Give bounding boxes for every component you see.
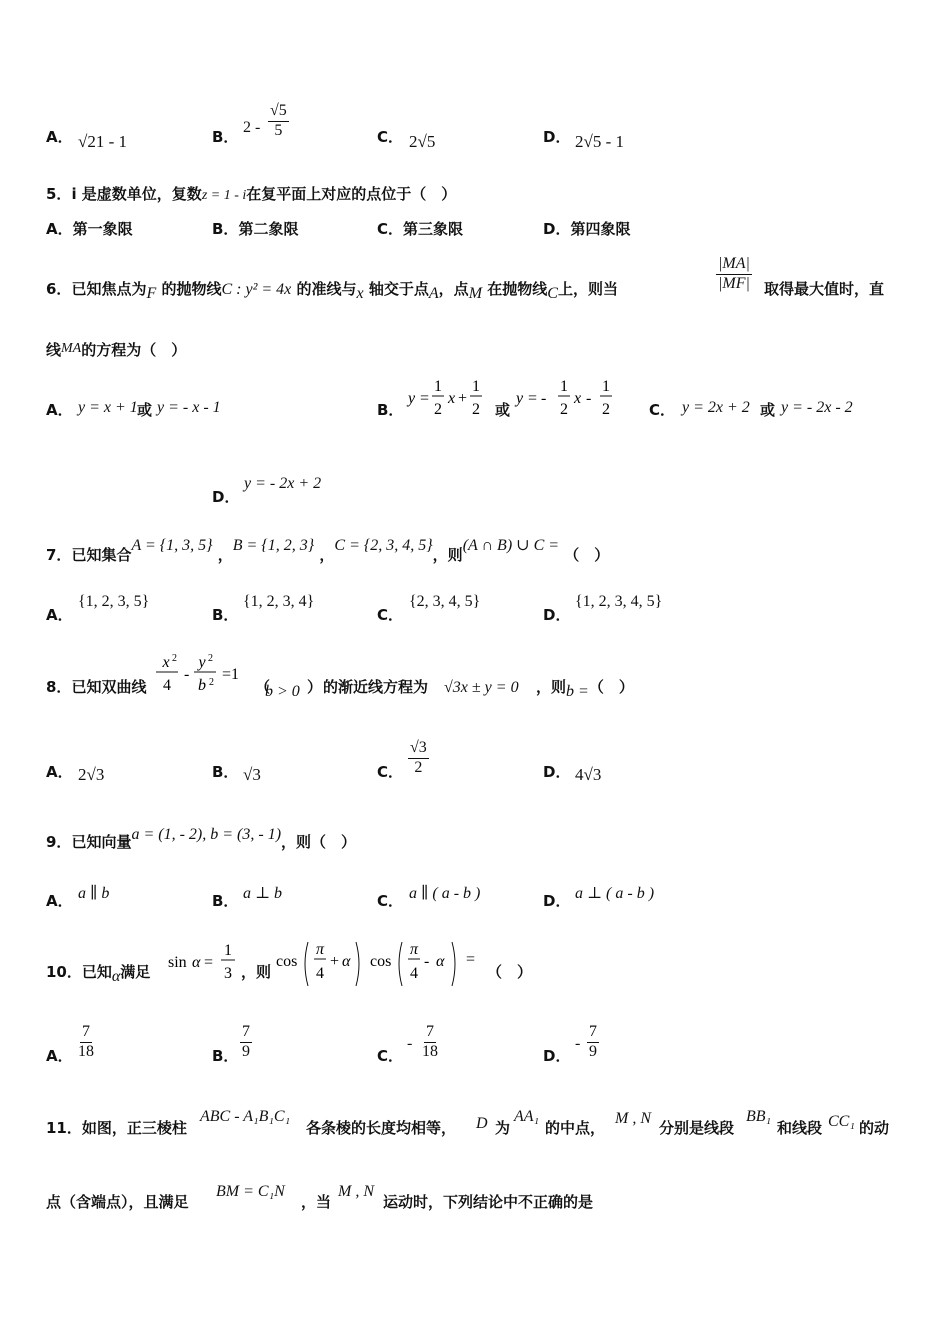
svg-text:sin: sin — [168, 954, 187, 971]
question-stem — [46, 280, 618, 302]
option-value: √21 - 1 — [78, 132, 127, 151]
paren: ） — [307, 678, 323, 696]
stem-text: 取得最大值时，直 — [764, 280, 885, 298]
stem-text: 已知双曲线 — [71, 678, 147, 696]
option-value: a ∥ b — [78, 885, 110, 902]
svg-text:x: x — [162, 654, 170, 671]
stem-text: ，点 — [438, 280, 469, 298]
option-value: {1, 2, 3, 4} — [243, 593, 315, 610]
fraction-numerator: 7 — [424, 1024, 436, 1043]
option-label: D． — [543, 128, 571, 146]
option-value: {1, 2, 3, 5} — [78, 593, 150, 610]
stem-text: 的动 — [859, 1119, 890, 1137]
stem-math: AA₁ — [514, 1108, 540, 1125]
option-label: B． — [212, 1047, 239, 1065]
fraction-denominator: 18 — [422, 1042, 438, 1060]
option-or: 或 — [495, 401, 511, 419]
option-value: 2√3 — [78, 765, 105, 784]
stem-text: 和线段 — [777, 1119, 823, 1137]
svg-text:α: α — [192, 954, 201, 971]
stem-text: 线 — [46, 341, 62, 359]
stem-text: ，则（ ） — [281, 833, 357, 851]
stem-math: BB₁ — [746, 1108, 772, 1125]
stem-math: MA — [61, 341, 82, 356]
fraction-denominator: 9 — [589, 1042, 597, 1060]
fraction-denominator: 2 — [414, 758, 423, 776]
option-fraction — [76, 1024, 96, 1061]
option-label: A． — [46, 763, 73, 781]
option-label: D． — [543, 763, 571, 781]
question-number: 8． — [46, 678, 72, 696]
question-number: 9． — [46, 833, 72, 851]
fraction-denominator: 9 — [242, 1042, 250, 1060]
option-label: C． — [377, 763, 404, 781]
stem-text: 的中点， — [545, 1119, 606, 1137]
fraction-denominator: 18 — [78, 1042, 94, 1060]
option-text: 第二象限 — [238, 220, 299, 238]
ratio-fraction — [716, 256, 752, 293]
question-stem-start — [46, 1121, 187, 1136]
option-label: A． — [46, 1047, 73, 1065]
stem-text: i 是虚数单位，复数 — [71, 185, 202, 203]
hyperbola-equation — [154, 652, 252, 698]
stem-math: z = 1 - i — [201, 188, 247, 203]
svg-text:=1: =1 — [222, 666, 240, 683]
fraction-numerator: 7 — [587, 1024, 599, 1043]
fraction-numerator: √5 — [268, 103, 289, 122]
option-expr: y = - 2x + 2 — [244, 475, 322, 492]
svg-text:= -: = - — [528, 390, 547, 407]
option-a — [46, 222, 133, 237]
question-number: 5． — [46, 185, 72, 203]
option-value: √3 — [243, 765, 261, 784]
stem-text: 满足 — [120, 963, 151, 981]
stem-text: 已知向量 — [71, 833, 132, 851]
stem-text: 如图，正三棱柱 — [81, 1119, 187, 1137]
svg-text:y: y — [408, 390, 416, 407]
stem-text: 已知集合 — [71, 546, 132, 564]
option-label: B． — [212, 606, 239, 624]
svg-text:3: 3 — [224, 965, 232, 982]
stem-text: ，当 — [301, 1193, 332, 1211]
svg-text:=: = — [466, 951, 476, 968]
svg-text:y: y — [516, 390, 524, 407]
option-value: a ∥ ( a - b ) — [409, 885, 481, 902]
option-expr: y = 2x + 2 — [682, 399, 750, 416]
option-b — [212, 222, 298, 237]
option-d — [543, 222, 630, 237]
question-number: 6． — [46, 280, 72, 298]
option-fraction — [268, 103, 289, 140]
option-b-eq1 — [406, 378, 482, 418]
stem-math: A = {1, 3, 5} — [131, 537, 213, 554]
option-or: 或 — [137, 401, 153, 419]
option-prefix: 2 - — [243, 119, 261, 136]
stem-tail — [536, 678, 634, 700]
svg-text:+: + — [458, 390, 468, 407]
stem-text: 为 — [495, 1119, 511, 1137]
option-label: D． — [543, 892, 571, 910]
option-value: a ⊥ ( a - b ) — [575, 885, 655, 902]
option-fraction — [240, 1024, 252, 1061]
option-label: C． — [377, 128, 404, 146]
option-fraction — [420, 1024, 440, 1061]
question-stem — [46, 187, 456, 203]
option-label: C． — [377, 892, 404, 910]
stem-text: 各条棱的长度均相等， — [306, 1119, 457, 1137]
stem-math: x — [356, 285, 364, 302]
stem-text: 的渐近线方程为 — [323, 678, 429, 696]
option-expr: y = - 2x - 2 — [781, 399, 853, 416]
svg-text:2: 2 — [472, 401, 480, 418]
svg-text:1: 1 — [472, 378, 480, 395]
stem-text: 的方程为（ ） — [81, 341, 187, 359]
option-label: C． — [377, 606, 404, 624]
option-sign: - — [407, 1035, 413, 1052]
stem-math: (A ∩ B) ∪ C = — [462, 537, 560, 554]
svg-text:π: π — [315, 941, 325, 958]
stem-math: √3x ± y = 0 — [444, 679, 519, 696]
svg-text:y: y — [198, 654, 206, 671]
option-label: B． — [212, 763, 239, 781]
stem-math: b = — [566, 683, 589, 700]
svg-text:=: = — [204, 954, 214, 971]
svg-text:π: π — [409, 941, 419, 958]
stem-math: b > 0 — [265, 683, 300, 700]
stem-math: CC₁ — [828, 1113, 855, 1130]
stem-math: C = {2, 3, 4, 5} — [334, 537, 433, 554]
stem-math: A — [428, 285, 439, 302]
stem-math: F — [146, 285, 157, 302]
option-label: D． — [543, 606, 571, 624]
option-label: A． — [46, 892, 73, 910]
option-b-eq2 — [514, 378, 612, 418]
question-number: 11． — [46, 1119, 82, 1137]
option-value: a ⊥ b — [243, 885, 283, 902]
stem-math: α — [111, 968, 121, 985]
stem-text: 运动时，下列结论中不正确的是 — [383, 1193, 594, 1211]
svg-text:1: 1 — [434, 378, 442, 395]
option-value: {2, 3, 4, 5} — [409, 593, 481, 610]
stem-text: ，则 — [536, 678, 567, 696]
stem-text: （ ） — [487, 963, 533, 981]
svg-text:2: 2 — [434, 401, 442, 418]
stem-text: （ ） — [564, 546, 610, 564]
stem-math: D — [476, 1115, 488, 1132]
stem-math: BM = C₁N — [216, 1183, 285, 1200]
separator: ， — [217, 546, 233, 564]
svg-text:4: 4 — [316, 965, 324, 982]
stem-text: 在抛物线 — [487, 280, 548, 298]
stem-math: M , N — [338, 1183, 374, 1200]
option-value: 2√5 — [409, 132, 436, 151]
sin-condition — [166, 940, 244, 986]
question-stem-start — [46, 680, 146, 695]
stem-text: 的抛物线 — [161, 280, 222, 298]
svg-text:2: 2 — [560, 401, 568, 418]
svg-text:2: 2 — [172, 653, 177, 664]
fraction-denominator: 5 — [274, 121, 283, 139]
option-label: B． — [212, 892, 239, 910]
option-expr: y = - x - 1 — [157, 399, 221, 416]
separator: ， — [319, 546, 335, 564]
cos-product-expression — [274, 934, 484, 990]
option-text: 第一象限 — [72, 220, 133, 238]
stem-text: ，则 — [432, 546, 463, 564]
stem-math: B = {1, 2, 3} — [232, 537, 315, 554]
stem-text: 的准线与 — [296, 280, 357, 298]
svg-text:cos: cos — [276, 953, 298, 970]
svg-text:4: 4 — [410, 965, 418, 982]
stem-text: ，则 — [241, 963, 272, 981]
question-stem-start — [46, 963, 151, 985]
fraction-numerator: 7 — [80, 1024, 92, 1043]
svg-text:α: α — [436, 953, 445, 970]
svg-text:α: α — [342, 953, 351, 970]
svg-text:-: - — [424, 953, 430, 970]
svg-text:b: b — [198, 677, 206, 694]
svg-text:x: x — [574, 390, 582, 407]
option-fraction — [587, 1024, 599, 1061]
option-label: D． — [212, 488, 240, 506]
stem-text: （ ） — [588, 678, 634, 696]
svg-text:1: 1 — [602, 378, 610, 395]
svg-text:+: + — [330, 953, 340, 970]
stem-text: 已知焦点为 — [71, 280, 147, 298]
svg-text:1: 1 — [224, 942, 232, 959]
question-number: 7． — [46, 546, 72, 564]
option-label: A． — [46, 220, 73, 238]
option-label: B． — [377, 401, 404, 419]
stem-math: M , N — [615, 1110, 651, 1127]
paren: （ — [255, 678, 271, 696]
svg-text:=: = — [420, 390, 430, 407]
option-or: 或 — [760, 401, 776, 419]
question-stem — [46, 537, 610, 564]
option-c — [377, 222, 463, 237]
svg-text:x: x — [448, 390, 456, 407]
option-sign: - — [575, 1035, 581, 1052]
question-number: 10． — [46, 963, 82, 981]
option-label: D． — [543, 1047, 571, 1065]
option-label: B． — [212, 220, 239, 238]
question-stem-line2 — [46, 343, 186, 359]
svg-text:-: - — [184, 666, 190, 683]
option-fraction — [408, 740, 429, 777]
option-value: 4√3 — [575, 765, 602, 784]
stem-math: C : y² = 4x — [221, 281, 292, 298]
svg-text:cos: cos — [370, 953, 392, 970]
stem-math: a = (1, - 2), b = (3, - 1) — [131, 826, 282, 843]
option-text: 第四象限 — [570, 220, 631, 238]
option-label: D． — [543, 220, 571, 238]
stem-text: 上，则当 — [557, 280, 618, 298]
fraction-numerator: 7 — [240, 1024, 252, 1043]
stem-math: C — [547, 285, 558, 302]
stem-text: 轴交于点 — [368, 280, 429, 298]
svg-text:1: 1 — [560, 378, 568, 395]
stem-text: 已知 — [81, 963, 112, 981]
option-b-equation — [406, 376, 621, 422]
fraction-denominator: |MF| — [718, 274, 750, 292]
svg-text:2: 2 — [208, 653, 213, 664]
option-value: 2√5 - 1 — [575, 132, 624, 151]
option-label: C． — [377, 220, 404, 238]
stem-math: M — [468, 285, 483, 302]
stem-text: 分别是线段 — [659, 1119, 735, 1137]
svg-text:2: 2 — [209, 677, 214, 688]
option-label: C． — [649, 401, 676, 419]
svg-text:2: 2 — [602, 401, 610, 418]
stem-text: 点（含端点），且满足 — [46, 1193, 189, 1211]
option-label: A． — [46, 401, 73, 419]
option-expr: y = x + 1 — [78, 399, 138, 416]
question-stem — [46, 826, 357, 851]
option-label: C． — [377, 1047, 404, 1065]
svg-text:-: - — [586, 390, 592, 407]
stem-math: ABC - A₁B₁C₁ — [200, 1108, 291, 1125]
stem-text: 在复平面上对应的点位于（ ） — [246, 185, 457, 203]
option-label: B． — [212, 128, 239, 146]
fraction-numerator: |MA| — [716, 256, 752, 275]
fraction-numerator: √3 — [408, 740, 429, 759]
option-label: A． — [46, 128, 73, 146]
svg-text:4: 4 — [163, 677, 171, 694]
option-label: A． — [46, 606, 73, 624]
option-value: {1, 2, 3, 4, 5} — [575, 593, 663, 610]
option-text: 第三象限 — [403, 220, 464, 238]
